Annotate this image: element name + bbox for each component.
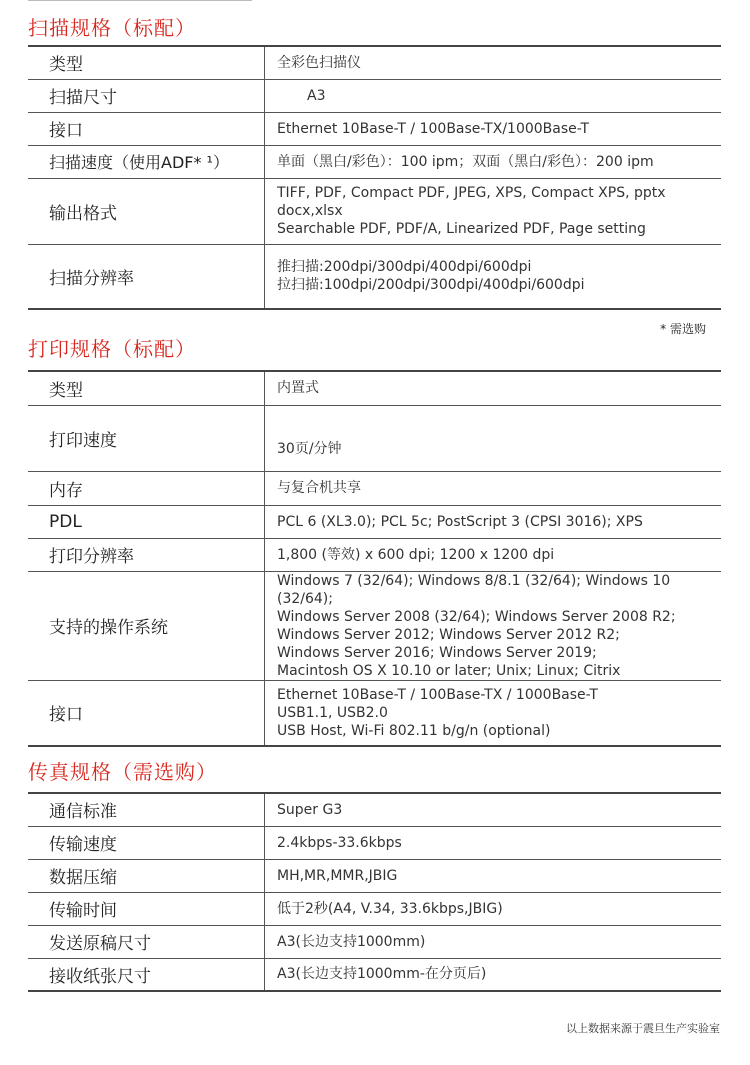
spec-value: Super G3 — [265, 793, 722, 826]
top-divider — [28, 0, 252, 1]
spec-value: 内置式 — [265, 371, 722, 405]
spec-label: 扫描分辨率 — [28, 244, 265, 309]
table-row — [28, 405, 721, 471]
spec-label: 扫描尺寸 — [28, 79, 265, 112]
table-row — [28, 538, 721, 571]
table-row — [28, 925, 721, 958]
fax-spec-table — [28, 792, 721, 992]
optional-note: * 需选购 — [660, 322, 706, 336]
spec-value: A3(长边支持1000mm-在分页后) — [265, 958, 722, 991]
spec-value: Windows 7 (32/64); Windows 8/8.1 (32/64); Windows 10 (32/64); Windows Server 2008 (32/64); Windows Server 2008 R2; Windows Server 2012; Windows Server 2012 R2; Windows Server 2016; Windows Server 2019; Macintosh OS X 10.10 or later; Unix; Linux; Citrix — [265, 571, 722, 680]
spec-value: 低于2秒(A4, V.34, 33.6kbps,JBIG) — [265, 892, 722, 925]
spec-label: 支持的操作系统 — [28, 571, 265, 680]
table-row — [28, 112, 721, 145]
spec-label: 内存 — [28, 471, 265, 505]
table-row — [28, 79, 721, 112]
spec-value: A3 — [265, 79, 722, 112]
spec-value: 推扫描:200dpi/300dpi/400dpi/600dpi 拉扫描:100dpi/200dpi/300dpi/400dpi/600dpi — [265, 244, 722, 309]
table-row — [28, 178, 721, 244]
spec-label: 接口 — [28, 680, 265, 746]
table-row — [28, 471, 721, 505]
spec-value: 全彩色扫描仪 — [265, 46, 722, 79]
data-source-footnote: 以上数据来源于震旦生产实验室 — [566, 1022, 720, 1035]
spec-label: 发送原稿尺寸 — [28, 925, 265, 958]
spec-value: Ethernet 10Base-T / 100Base-TX / 1000Base-T USB1.1, USB2.0 USB Host, Wi-Fi 802.11 b/g/n (optional) — [265, 680, 722, 746]
table-row — [28, 571, 721, 680]
spec-label: 打印分辨率 — [28, 538, 265, 571]
spec-label: 输出格式 — [28, 178, 265, 244]
spec-label: 接收纸张尺寸 — [28, 958, 265, 991]
scan-section-title: 扫描规格（标配） — [28, 16, 196, 40]
spec-value: PCL 6 (XL3.0); PCL 5c; PostScript 3 (CPSI 3016); XPS — [265, 505, 722, 538]
spec-label: 通信标准 — [28, 793, 265, 826]
spec-value: 1,800 (等效) x 600 dpi; 1200 x 1200 dpi — [265, 538, 722, 571]
table-row — [28, 145, 721, 178]
spec-label: 打印速度 — [28, 405, 265, 471]
spec-label: 类型 — [28, 46, 265, 79]
print-spec-table — [28, 370, 721, 747]
print-section-title: 打印规格（标配） — [28, 337, 196, 361]
table-row — [28, 793, 721, 826]
fax-section-title: 传真规格（需选购） — [28, 760, 217, 784]
spec-label: 接口 — [28, 112, 265, 145]
spec-label: 数据压缩 — [28, 859, 265, 892]
table-row — [28, 371, 721, 405]
spec-label: 类型 — [28, 371, 265, 405]
scan-spec-table — [28, 45, 721, 310]
table-row — [28, 958, 721, 991]
table-row — [28, 244, 721, 309]
table-row — [28, 505, 721, 538]
spec-value: 2.4kbps-33.6kbps — [265, 826, 722, 859]
spec-value: 与复合机共享 — [265, 471, 722, 505]
table-row — [28, 46, 721, 79]
spec-value: A3(长边支持1000mm) — [265, 925, 722, 958]
spec-value: 单面（黑白/彩色）：100 ipm；双面（黑白/彩色）：200 ipm — [265, 145, 722, 178]
table-row — [28, 892, 721, 925]
spec-value: TIFF, PDF, Compact PDF, JPEG, XPS, Compact XPS, pptx docx,xlsx Searchable PDF, PDF/A, Linearized PDF, Page setting — [265, 178, 722, 244]
spec-label: 传输时间 — [28, 892, 265, 925]
spec-label: PDL — [28, 505, 265, 538]
spec-value: 30页/分钟 — [265, 405, 722, 471]
table-row — [28, 859, 721, 892]
spec-value: Ethernet 10Base-T / 100Base-TX/1000Base-T — [265, 112, 722, 145]
spec-label: 扫描速度（使用ADF* ¹） — [28, 145, 265, 178]
spec-value: MH,MR,MMR,JBIG — [265, 859, 722, 892]
table-row — [28, 680, 721, 746]
spec-label: 传输速度 — [28, 826, 265, 859]
table-row — [28, 826, 721, 859]
